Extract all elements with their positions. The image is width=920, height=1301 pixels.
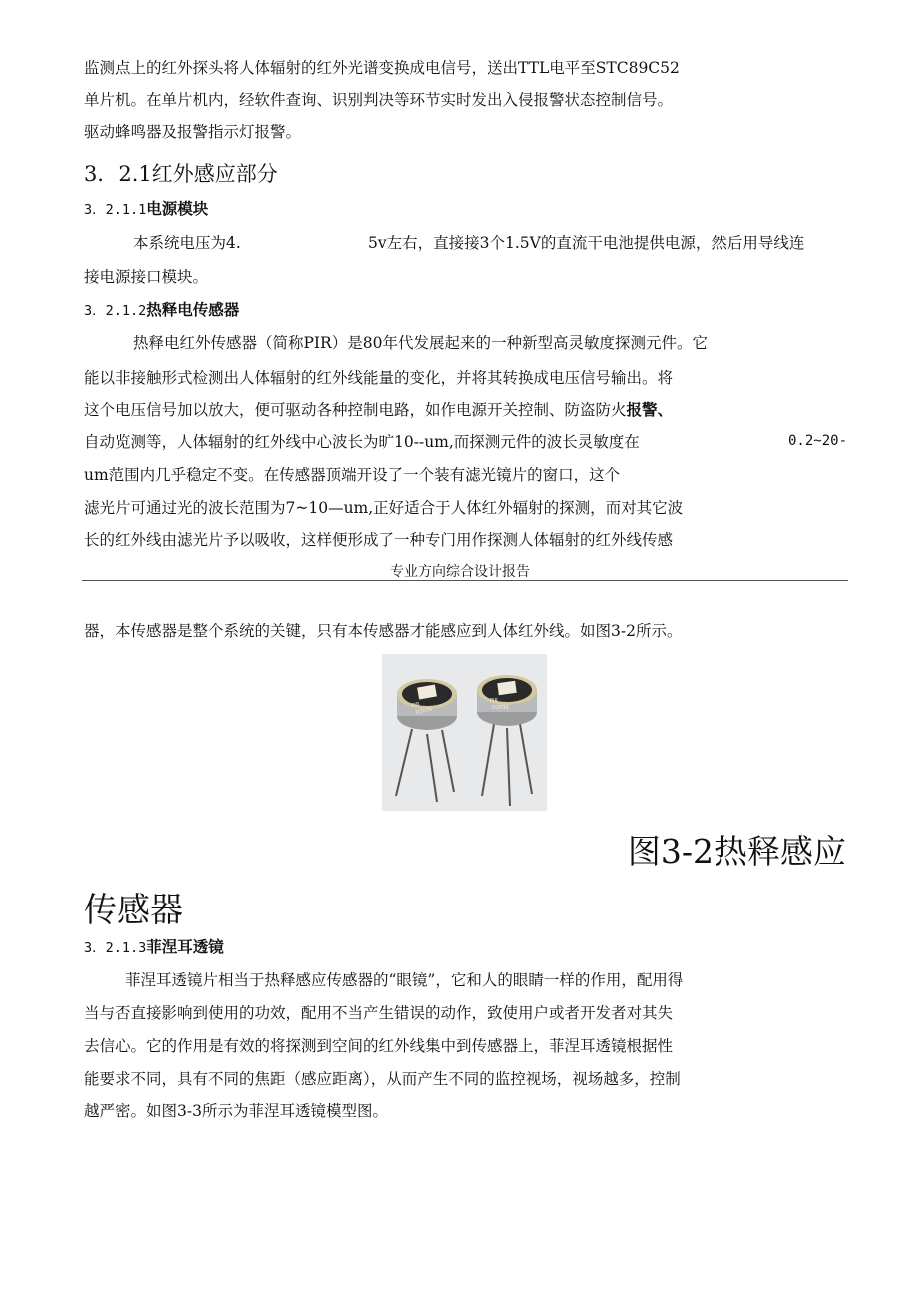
subheading-3-2-1-1 bbox=[84, 198, 208, 221]
pir-line-7: 长的红外线由滤光片予以吸收，这样便形成了一种专门用作探测人体辐射的红外线传感 bbox=[84, 531, 674, 549]
intro-line-3: 驱动蜂鸣器及报警指示灯报警。 bbox=[84, 123, 302, 141]
fresnel-line-3: 去信心。它的作用是有效的将探测到空间的红外线集中到传感器上，菲涅耳透镜根据性 bbox=[84, 1037, 674, 1055]
power-line-2: 接电源接口模块。 bbox=[84, 268, 209, 286]
pir-line-3 bbox=[84, 399, 673, 421]
fresnel-line-1: 菲涅耳透镜片相当于热释感应传感器的“眼镜”，它和人的眼睛一样的作用，配用得 bbox=[125, 971, 684, 989]
figure-caption-line-1: 图3-2热释感应 bbox=[627, 832, 846, 871]
pir-line-4: 自动览测等，人体辐射的红外线中心波长为旷10--um,而探测元件的波长灵敏度在 bbox=[84, 433, 640, 451]
fresnel-line-4: 能要求不同，具有不同的焦距（感应距离），从而产生不同的监控视场，视场越多，控制 bbox=[84, 1070, 681, 1088]
subheading-title: 菲涅耳透镜 bbox=[146, 938, 224, 956]
sensor-mark-left-1: PIR bbox=[411, 701, 421, 709]
subheading-number: 3．2.1.1 bbox=[84, 202, 147, 218]
pir-line-4-right: 0.2~20- bbox=[788, 433, 848, 449]
intro-line-2: 单片机。在单片机内，经软件查询、识别判决等环节实时发出入侵报警状态控制信号。 bbox=[84, 91, 674, 109]
sensor-mark-right-1: PIR bbox=[490, 698, 498, 704]
figure-caption-line-2: 传感器 bbox=[84, 890, 183, 929]
pir-continued: 器，本传感器是整个系统的关键，只有本传感器才能感应到人体红外线。如图3-2所示。 bbox=[84, 622, 683, 640]
pir-line-5: um范围内几乎稳定不变。在传感器顶端开设了一个装有滤光镜片的窗口，这个 bbox=[84, 466, 621, 484]
subheading-title: 热释电传感器 bbox=[146, 301, 240, 319]
subheading-number: 3．2.1.3 bbox=[84, 940, 147, 956]
subheading-3-2-1-3 bbox=[84, 936, 224, 959]
footer-divider bbox=[82, 580, 848, 581]
pir-line-3-bold: 报警、 bbox=[626, 401, 674, 419]
section-heading-3-2-1: 3．2.1红外感应部分 bbox=[84, 162, 278, 186]
pir-line-1: 热释电红外传感器（简称PIR）是80年代发展起来的一种新型高灵敏度探测元件。它 bbox=[133, 334, 708, 352]
pir-line-3-text: 这个电压信号加以放大，便可驱动各种控制电路，如作电源开关控制、防盗防火 bbox=[84, 401, 627, 419]
subheading-number: 3．2.1.2 bbox=[84, 303, 147, 319]
fresnel-line-2: 当与否直接影响到使用的功效，配用不当产生错误的动作，致使用户或者开发者对其失 bbox=[84, 1004, 674, 1022]
pir-line-6: 滤光片可通过光的波长范围为7~10—um,正好适合于人体红外辐射的探测，而对其它波 bbox=[84, 499, 684, 517]
power-line-1a: 本系统电压为4. bbox=[133, 234, 241, 252]
fresnel-line-5: 越严密。如图3-3所示为菲涅耳透镜模型图。 bbox=[84, 1102, 388, 1120]
page-footer: 专业方向综合设计报告 bbox=[390, 564, 530, 580]
sensor-mark-left-2: D203S bbox=[415, 706, 433, 716]
subheading-title: 电源模块 bbox=[146, 200, 209, 218]
sensor-mark-right-2: D203S bbox=[492, 705, 509, 711]
pir-sensor-photo bbox=[382, 654, 547, 811]
pir-line-2: 能以非接触形式检测出人体辐射的红外线能量的变化，并将其转换成电压信号输出。将 bbox=[84, 369, 674, 387]
pir-sensor-illustration bbox=[382, 654, 547, 811]
subheading-3-2-1-2 bbox=[84, 299, 239, 322]
power-line-1b: 5v左右，直接接3个1.5V的直流干电池提供电源，然后用导线连 bbox=[368, 234, 805, 252]
intro-line-1: 监测点上的红外探头将人体辐射的红外光谱变换成电信号，送出TTL电平至STC89C52 bbox=[84, 59, 680, 77]
